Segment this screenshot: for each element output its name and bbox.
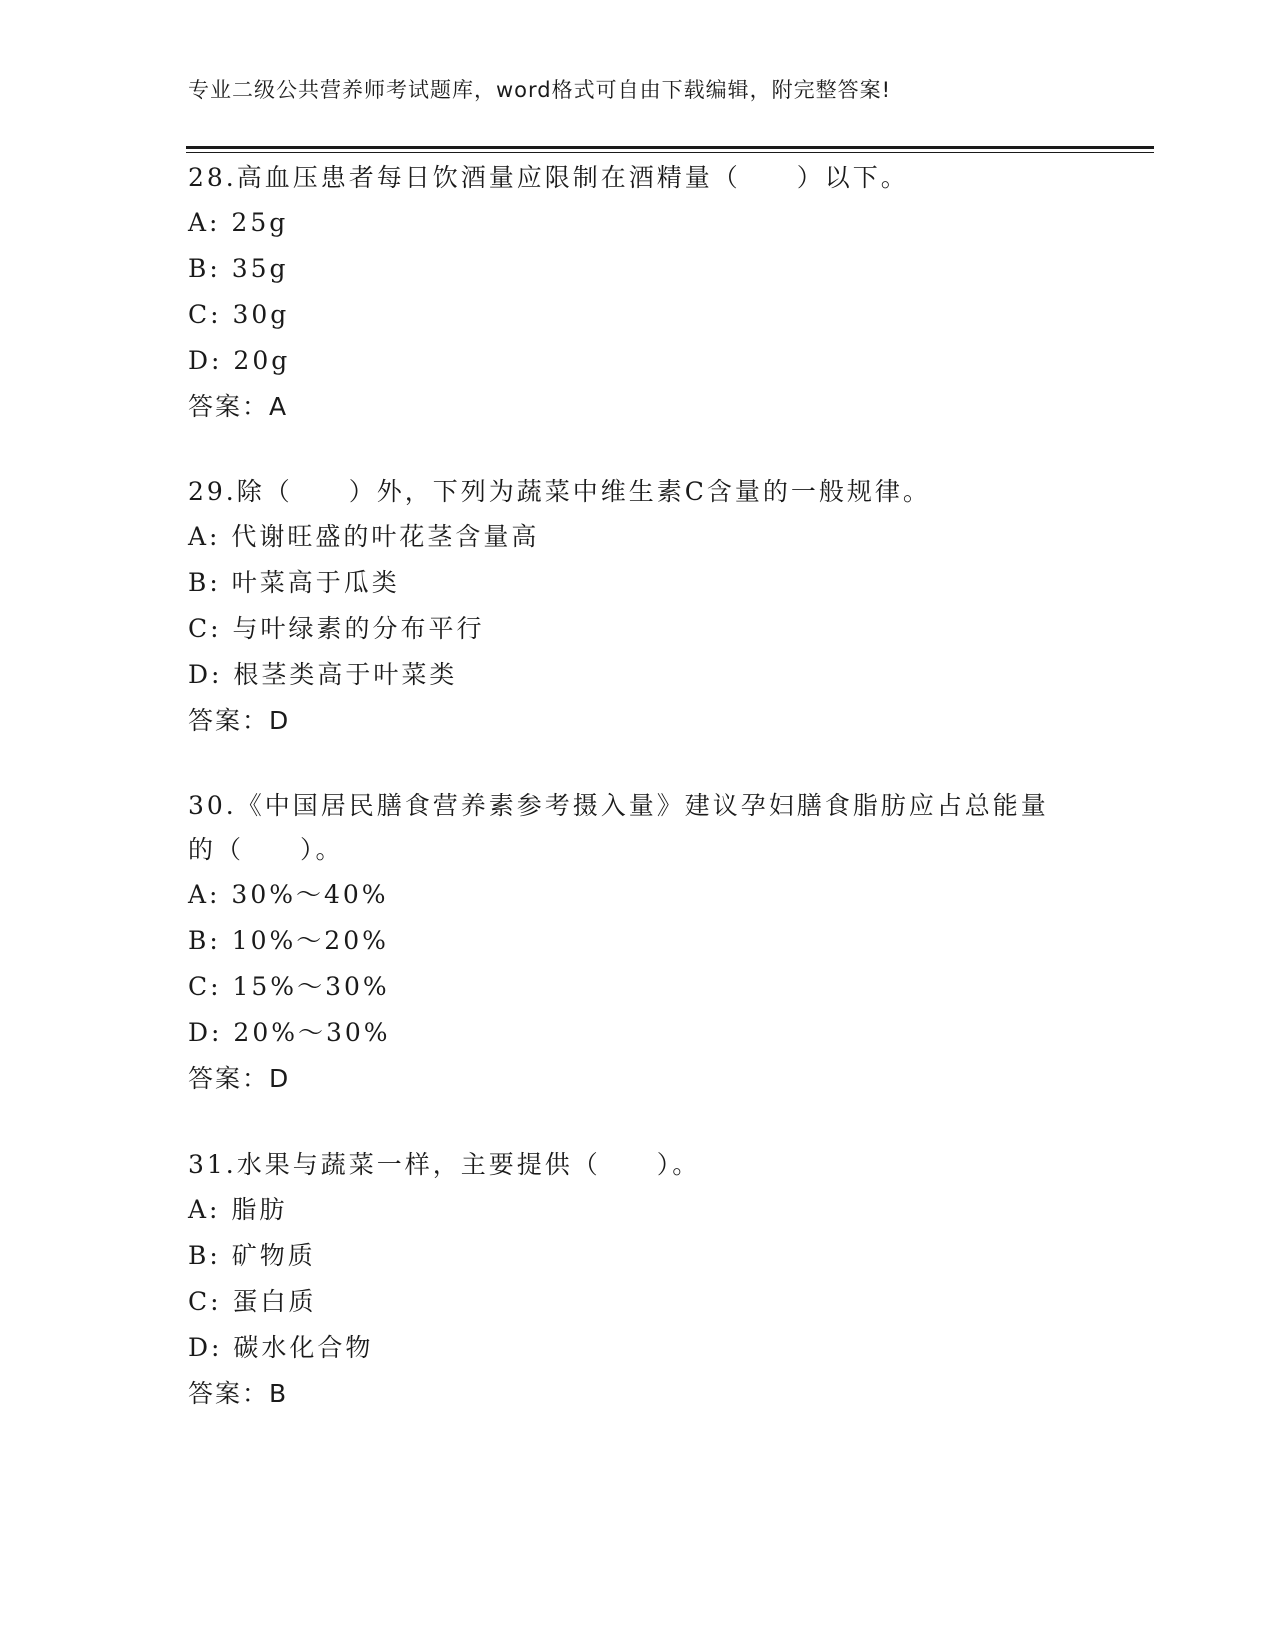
answer-label: 答案： (188, 706, 270, 735)
option-a: A: 25g (188, 208, 289, 237)
option-d: D: 20%～30% (188, 1018, 391, 1047)
header-divider-thin (186, 152, 1154, 153)
option-b: B: 35g (188, 254, 289, 283)
option-a: A: 30%～40% (188, 880, 389, 909)
question-stem-continued: 的（ ）。 (188, 835, 344, 864)
answer-value: D (269, 706, 289, 735)
question-29 (188, 470, 1088, 744)
option-c: C: 蛋白质 (188, 1287, 317, 1316)
header-divider-thick (186, 146, 1154, 149)
answer-line (188, 384, 1088, 430)
option-c: C: 与叶绿素的分布平行 (188, 614, 485, 643)
answer-value: A (269, 392, 287, 421)
question-stem: 30.《中国居民膳食营养素参考摄入量》建议孕妇膳食脂肪应占总能量 (188, 791, 1049, 820)
answer-value: D (269, 1064, 289, 1093)
answer-label: 答案： (188, 1064, 270, 1093)
question-stem: 29.除（ ）外，下列为蔬菜中维生素C含量的一般规律。 (188, 477, 931, 506)
page-header: 专业二级公共营养师考试题库，word格式可自由下载编辑，附完整答案! (188, 78, 892, 102)
answer-line (188, 698, 1088, 744)
answer-label: 答案： (188, 392, 270, 421)
option-c: C: 30g (188, 300, 290, 329)
option-d: D: 20g (188, 346, 291, 375)
question-30 (188, 784, 1088, 1102)
option-b: B: 10%～20% (188, 926, 389, 955)
answer-line (188, 1371, 1088, 1417)
option-d: D: 根茎类高于叶菜类 (188, 660, 458, 689)
option-a: A: 脂肪 (188, 1195, 288, 1224)
option-a: A: 代谢旺盛的叶花茎含量高 (188, 522, 540, 551)
answer-line (188, 1056, 1088, 1102)
question-28 (188, 156, 1088, 430)
question-31 (188, 1143, 1088, 1417)
option-b: B: 矿物质 (188, 1241, 316, 1270)
option-c: C: 15%～30% (188, 972, 390, 1001)
option-b: B: 叶菜高于瓜类 (188, 568, 400, 597)
question-stem: 31.水果与蔬菜一样，主要提供（ ）。 (188, 1150, 701, 1179)
answer-value: B (269, 1379, 287, 1408)
option-d: D: 碳水化合物 (188, 1333, 374, 1362)
answer-label: 答案： (188, 1379, 270, 1408)
question-stem: 28.高血压患者每日饮酒量应限制在酒精量（ ）以下。 (188, 163, 909, 192)
